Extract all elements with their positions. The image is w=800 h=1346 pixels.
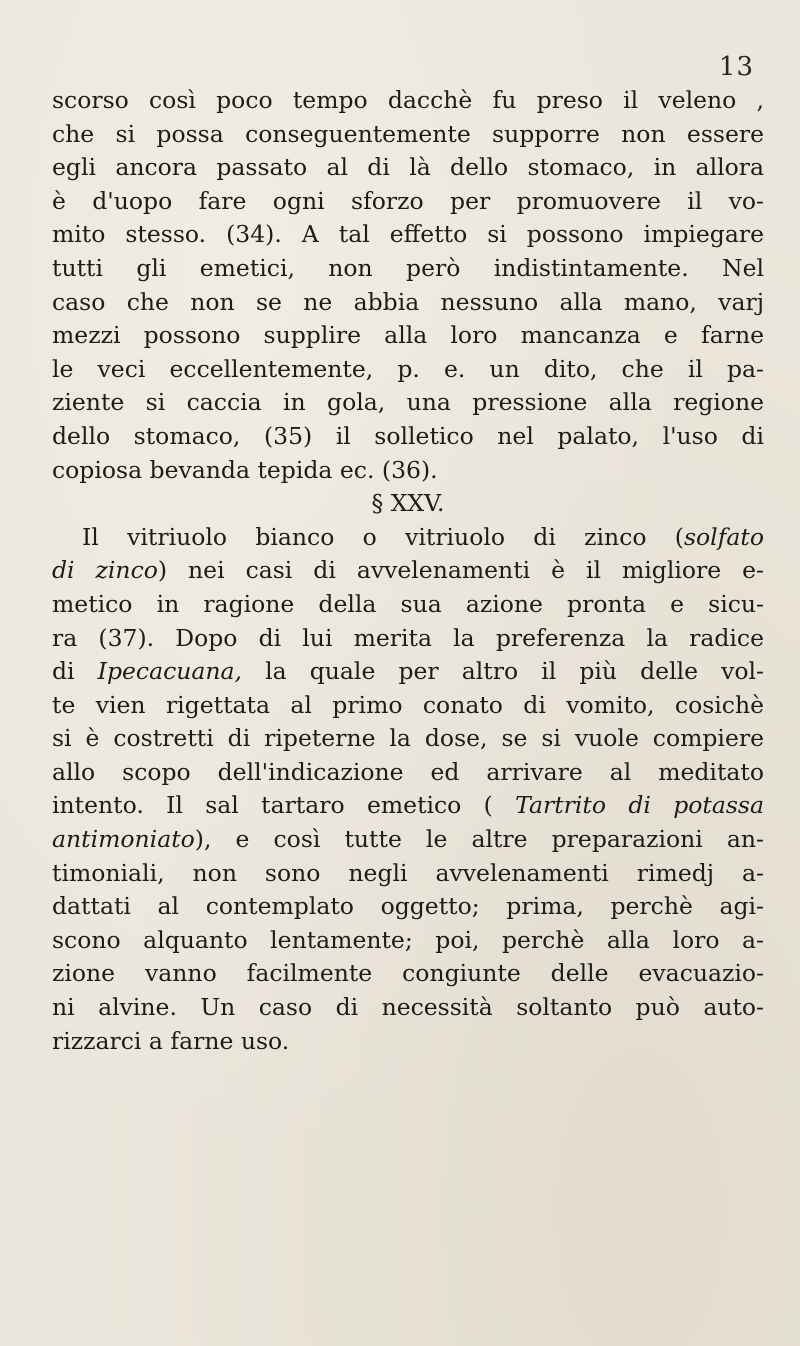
text-line: caso che non se ne abbia nessuno alla mano, varj [52, 287, 764, 316]
text-segment: intento. Il sal tartaro emetico ( [52, 791, 516, 820]
text-line: rizzarci a farne uso. [52, 1026, 290, 1055]
page-number: 13 [718, 52, 754, 82]
text-line [52, 554, 764, 588]
text-line: mito stesso. (34). A tal effetto si possono impiegare [52, 220, 764, 249]
text-line: le veci eccellentemente, p. e. un dito, che il pa- [52, 354, 764, 383]
text-line: che si possa conseguentemente supporre non essere [52, 119, 764, 148]
text-line [52, 823, 764, 857]
text-line [52, 655, 764, 689]
text-line: allo scopo dell'indicazione ed arrivare al meditato [52, 757, 764, 786]
text-line: mezzi possono supplire alla loro mancanza e farne [52, 321, 764, 350]
text-line [52, 521, 764, 555]
text-line: scorso così poco tempo dacchè fu preso il veleno , [52, 86, 764, 114]
italic-term: Ipecacuana, [97, 657, 242, 686]
italic-term: solfato [683, 522, 764, 551]
text-line: è d'uopo fare ogni sforzo per promuovere il vo- [52, 186, 764, 215]
body-text [52, 84, 764, 1058]
text-segment: la quale per altro il più delle vol- [242, 657, 764, 686]
text-line [52, 789, 764, 823]
text-line: dello stomaco, (35) il solletico nel palato, l'uso di [52, 421, 764, 450]
text-line: copiosa bevanda tepida ec. (36). [52, 455, 438, 484]
text-line: ra (37). Dopo di lui merita la preferenza la radice [52, 623, 764, 652]
text-line: si è costretti di ripeterne la dose, se si vuole compiere [52, 724, 764, 753]
italic-term: antimoniato [52, 825, 195, 854]
text-line: dattati al contemplato oggetto; prima, perchè agi- [52, 892, 764, 921]
text-segment: ) nei casi di avvelenamenti è il migliore e- [157, 556, 764, 585]
text-segment: Il vitriuolo bianco o vitriuolo di zinco ( [82, 522, 684, 551]
text-line: metico in ragione della sua azione pronta e sicu- [52, 589, 764, 618]
text-line: egli ancora passato al di là dello stomaco, in allora [52, 153, 764, 182]
section-heading: § XXV. [371, 489, 445, 518]
text-line: zione vanno facilmente congiunte delle evacuazio- [52, 959, 764, 988]
text-line: timoniali, non sono negli avvelenamenti rimedj a- [52, 858, 764, 887]
text-line: ni alvine. Un caso di necessità soltanto può auto- [52, 993, 764, 1022]
text-line: te vien rigettata al primo conato di vomito, cosichè [52, 690, 764, 719]
text-line: tutti gli emetici, non però indistintamente. Nel [52, 253, 764, 282]
text-line: ziente si caccia in gola, una pressione alla regione [52, 388, 764, 417]
italic-term: di zinco [52, 556, 158, 585]
italic-term: Tartrito di potassa [515, 791, 764, 820]
text-segment: ), e così tutte le altre preparazioni an- [194, 825, 764, 854]
text-line: scono alquanto lentamente; poi, perchè alla loro a- [52, 925, 764, 954]
text-segment: di [52, 657, 98, 686]
